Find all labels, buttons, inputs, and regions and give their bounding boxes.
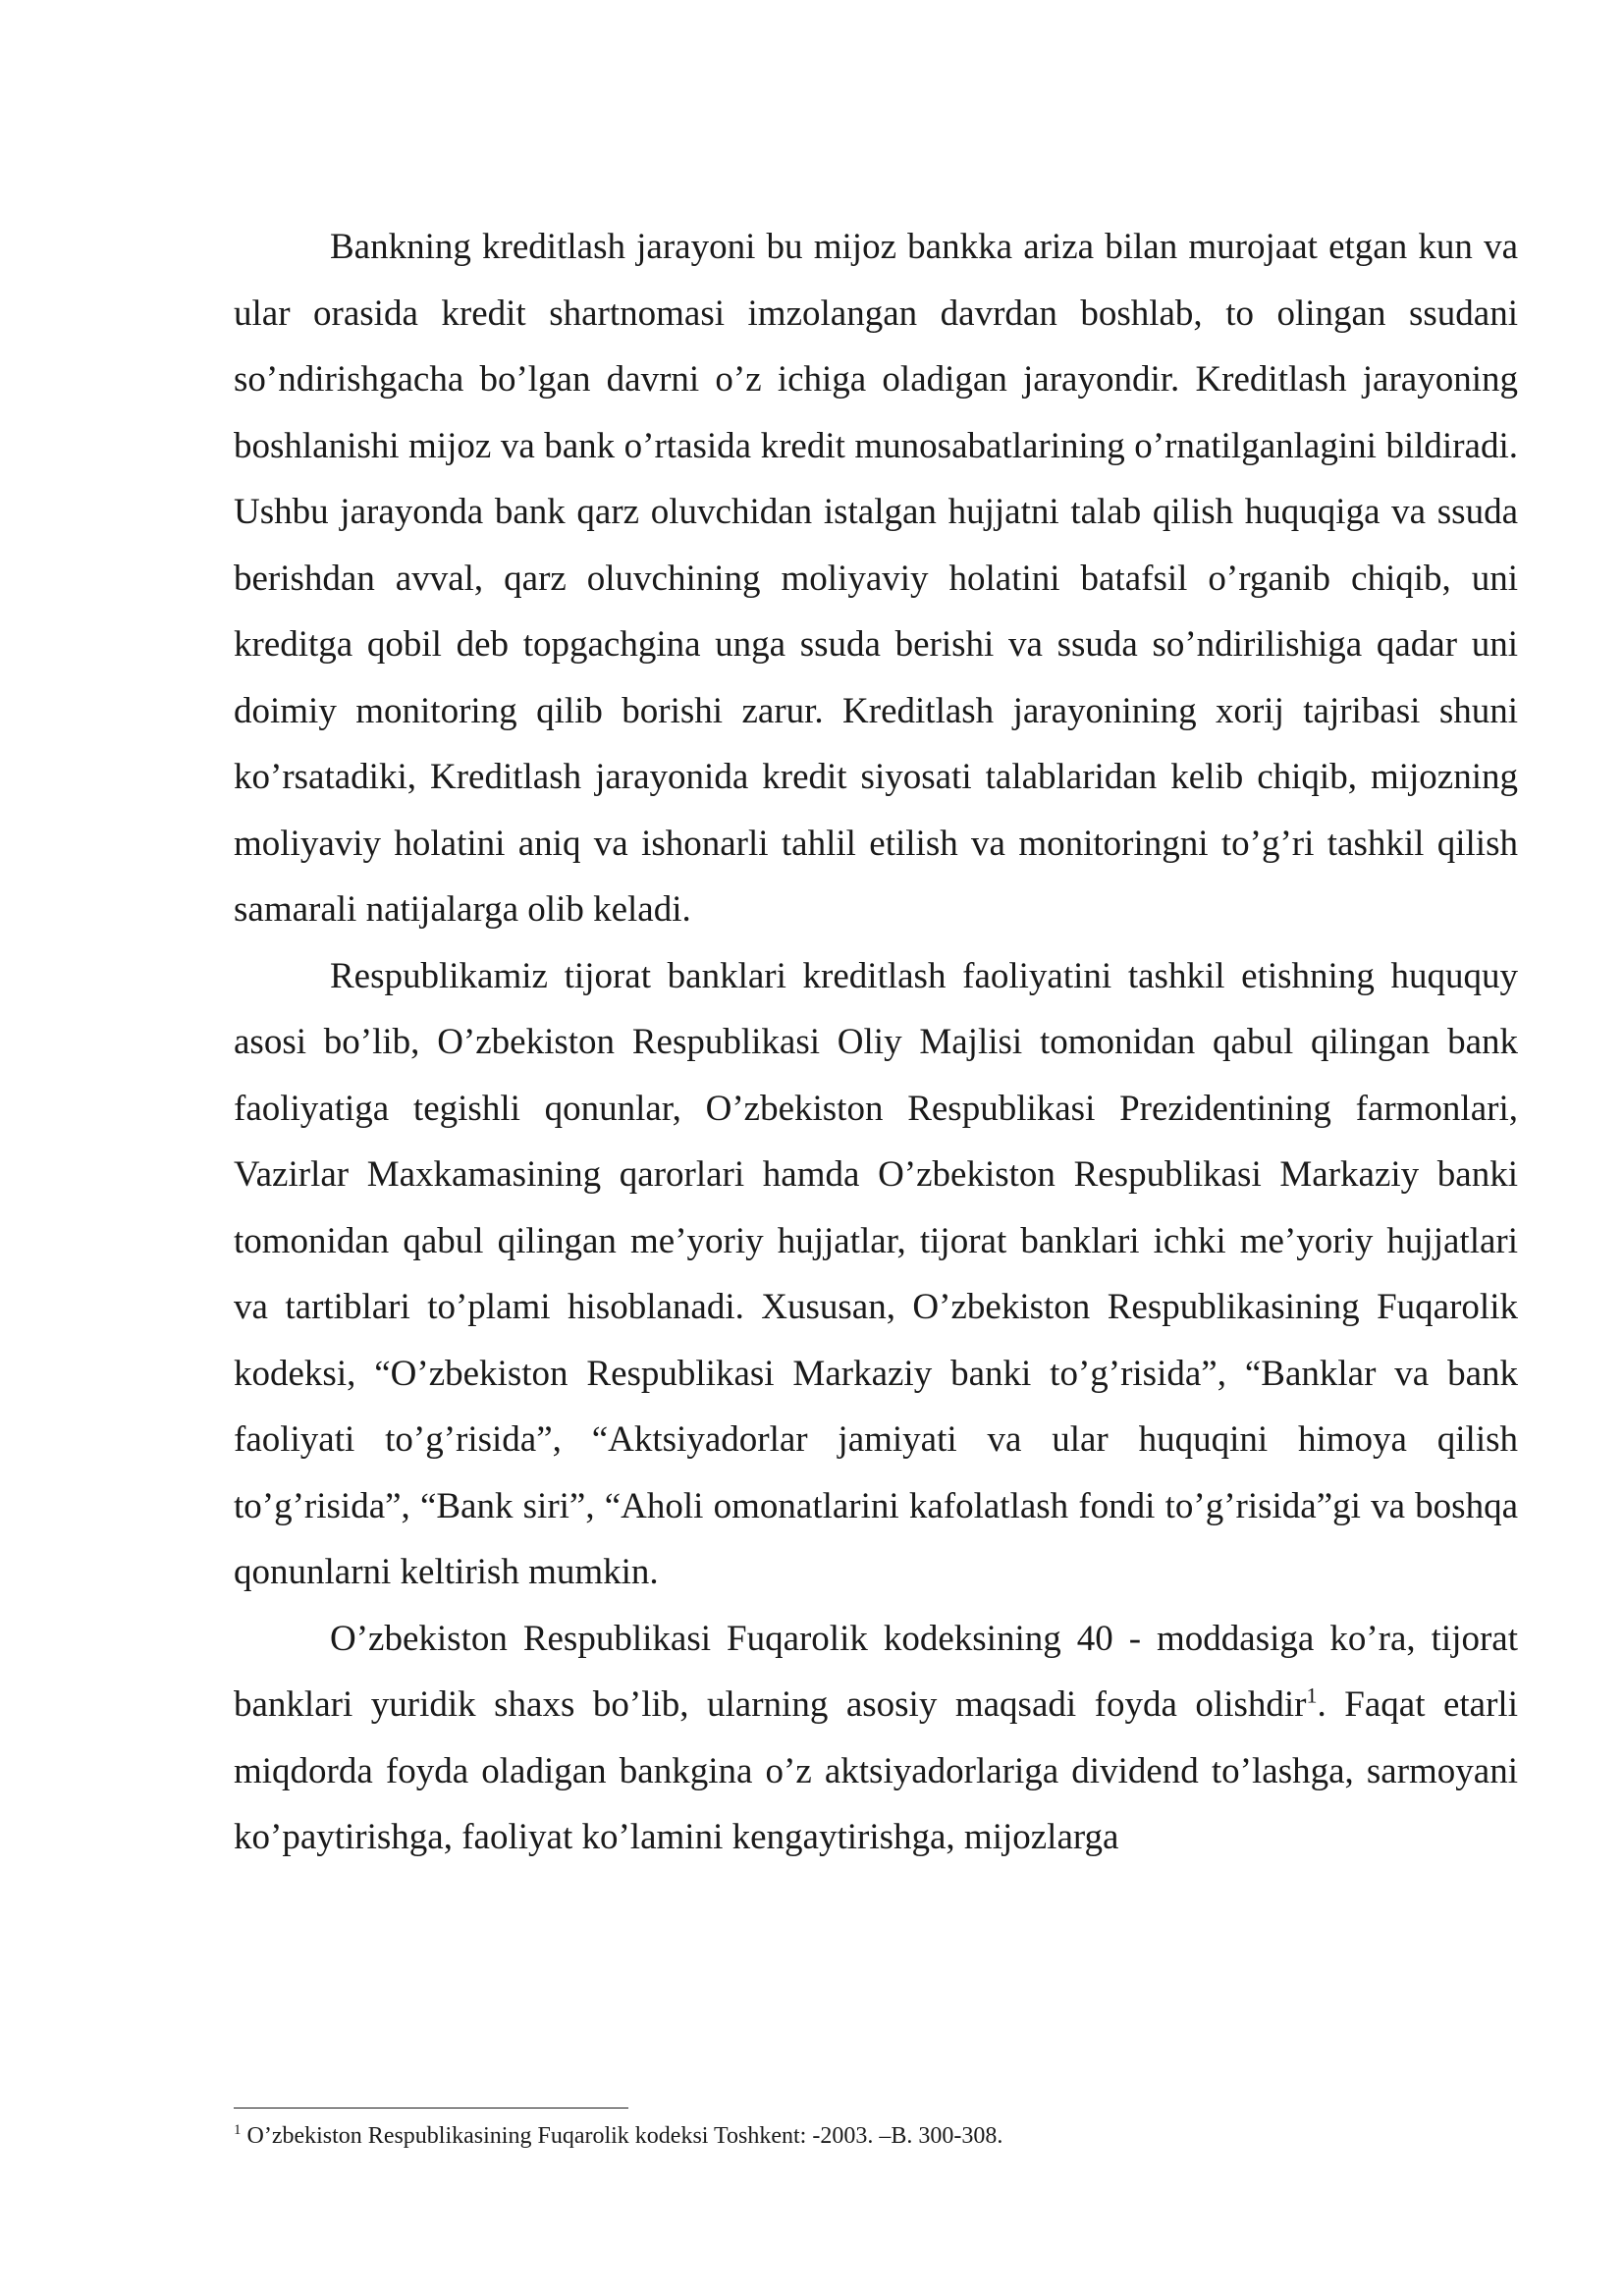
paragraph-3-text-start: O’zbekiston Respublikasi Fuqarolik kodeksining 40 - moddasiga ko’ra, tijorat banklari yuridik shaxs bo’lib, ularning asosiy maqsadi foyda olishdir [234,1618,1518,1725]
footnote-reference[interactable]: 1 [1306,1682,1318,1708]
paragraph-1: Bankning kreditlash jarayoni bu mijoz bankka ariza bilan murojaat etgan kun va ular orasida kredit shartnomasi imzolangan davrdan boshlab, to olingan ssudani so’ndirishgacha bo’lgan davrni o’z ichiga oladigan jarayondir. Kreditlash jarayoning boshlanishi mijoz va bank o’rtasida kredit munosabatlarining o’rnatilganlagini bildiradi. Ushbu jarayonda bank qarz oluvchidan istalgan hujjatni talab qilish huquqiga va ssuda berishdan avval, qarz oluvchining moliyaviy holatini batafsil o’rganib chiqib, uni kreditga qobil deb topgachgina unga ssuda berishi va ssuda so’ndirilishiga qadar uni doimiy monitoring qilib borishi zarur. Kreditlash jarayonining xorij tajribasi shuni ko’rsatadiki, Kreditlash jarayonida kredit siyosati talablaridan kelib chiqib, mijozning moliyaviy holatini aniq va ishonarli tahlil etilish va monitoringni to’g’ri tashkil qilish samarali natijalarga olib keladi. [234,227,1518,930]
footnote [234,2120,1518,2152]
footnote-separator [234,2108,628,2109]
body-text [234,214,1518,1871]
footnote-number: 1 [234,2122,242,2138]
paragraph-3 [234,1606,1518,1871]
paragraph-3-text-end: . Faqat etarli miqdorda foyda oladigan bankgina o’z aktsiyadorlariga dividend to’lashga, sarmoyani ko’paytirishga, faoliyat ko’lamini kengaytirishga, mijozlarga [234,1684,1518,1857]
footnote-text: O’zbekiston Respublikasining Fuqarolik kodeksi Toshkent: -2003. –B. 300-308. [241,2123,1003,2149]
paragraph-2: Respublikamiz tijorat banklari kreditlash faoliyatini tashkil etishning huququy asosi bo’lib, O’zbekiston Respublikasi Oliy Majlisi tomonidan qabul qilingan bank faoliyatiga tegishli qonunlar, O’zbekiston Respublikasi Prezidentining farmonlari, Vazirlar Maxkamasining qarorlari hamda O’zbekiston Respublikasi Markaziy banki tomonidan qabul qilingan me’yoriy hujjatlar, tijorat banklari ichki me’yoriy hujjatlari va tartiblari to’plami hisoblanadi. Xususan, O’zbekiston Respublikasining Fuqarolik kodeksi, “O’zbekiston Respublikasi Markaziy banki to’g’risida”, “Banklar va bank faoliyati to’g’risida”, “Aktsiyadorlar jamiyati va ular huquqini himoya qilish to’g’risida”, “Bank siri”, “Aholi omonatlarini kafolatlash fondi to’g’risida”gi va boshqa qonunlarni keltirish mumkin. [234,955,1518,1592]
